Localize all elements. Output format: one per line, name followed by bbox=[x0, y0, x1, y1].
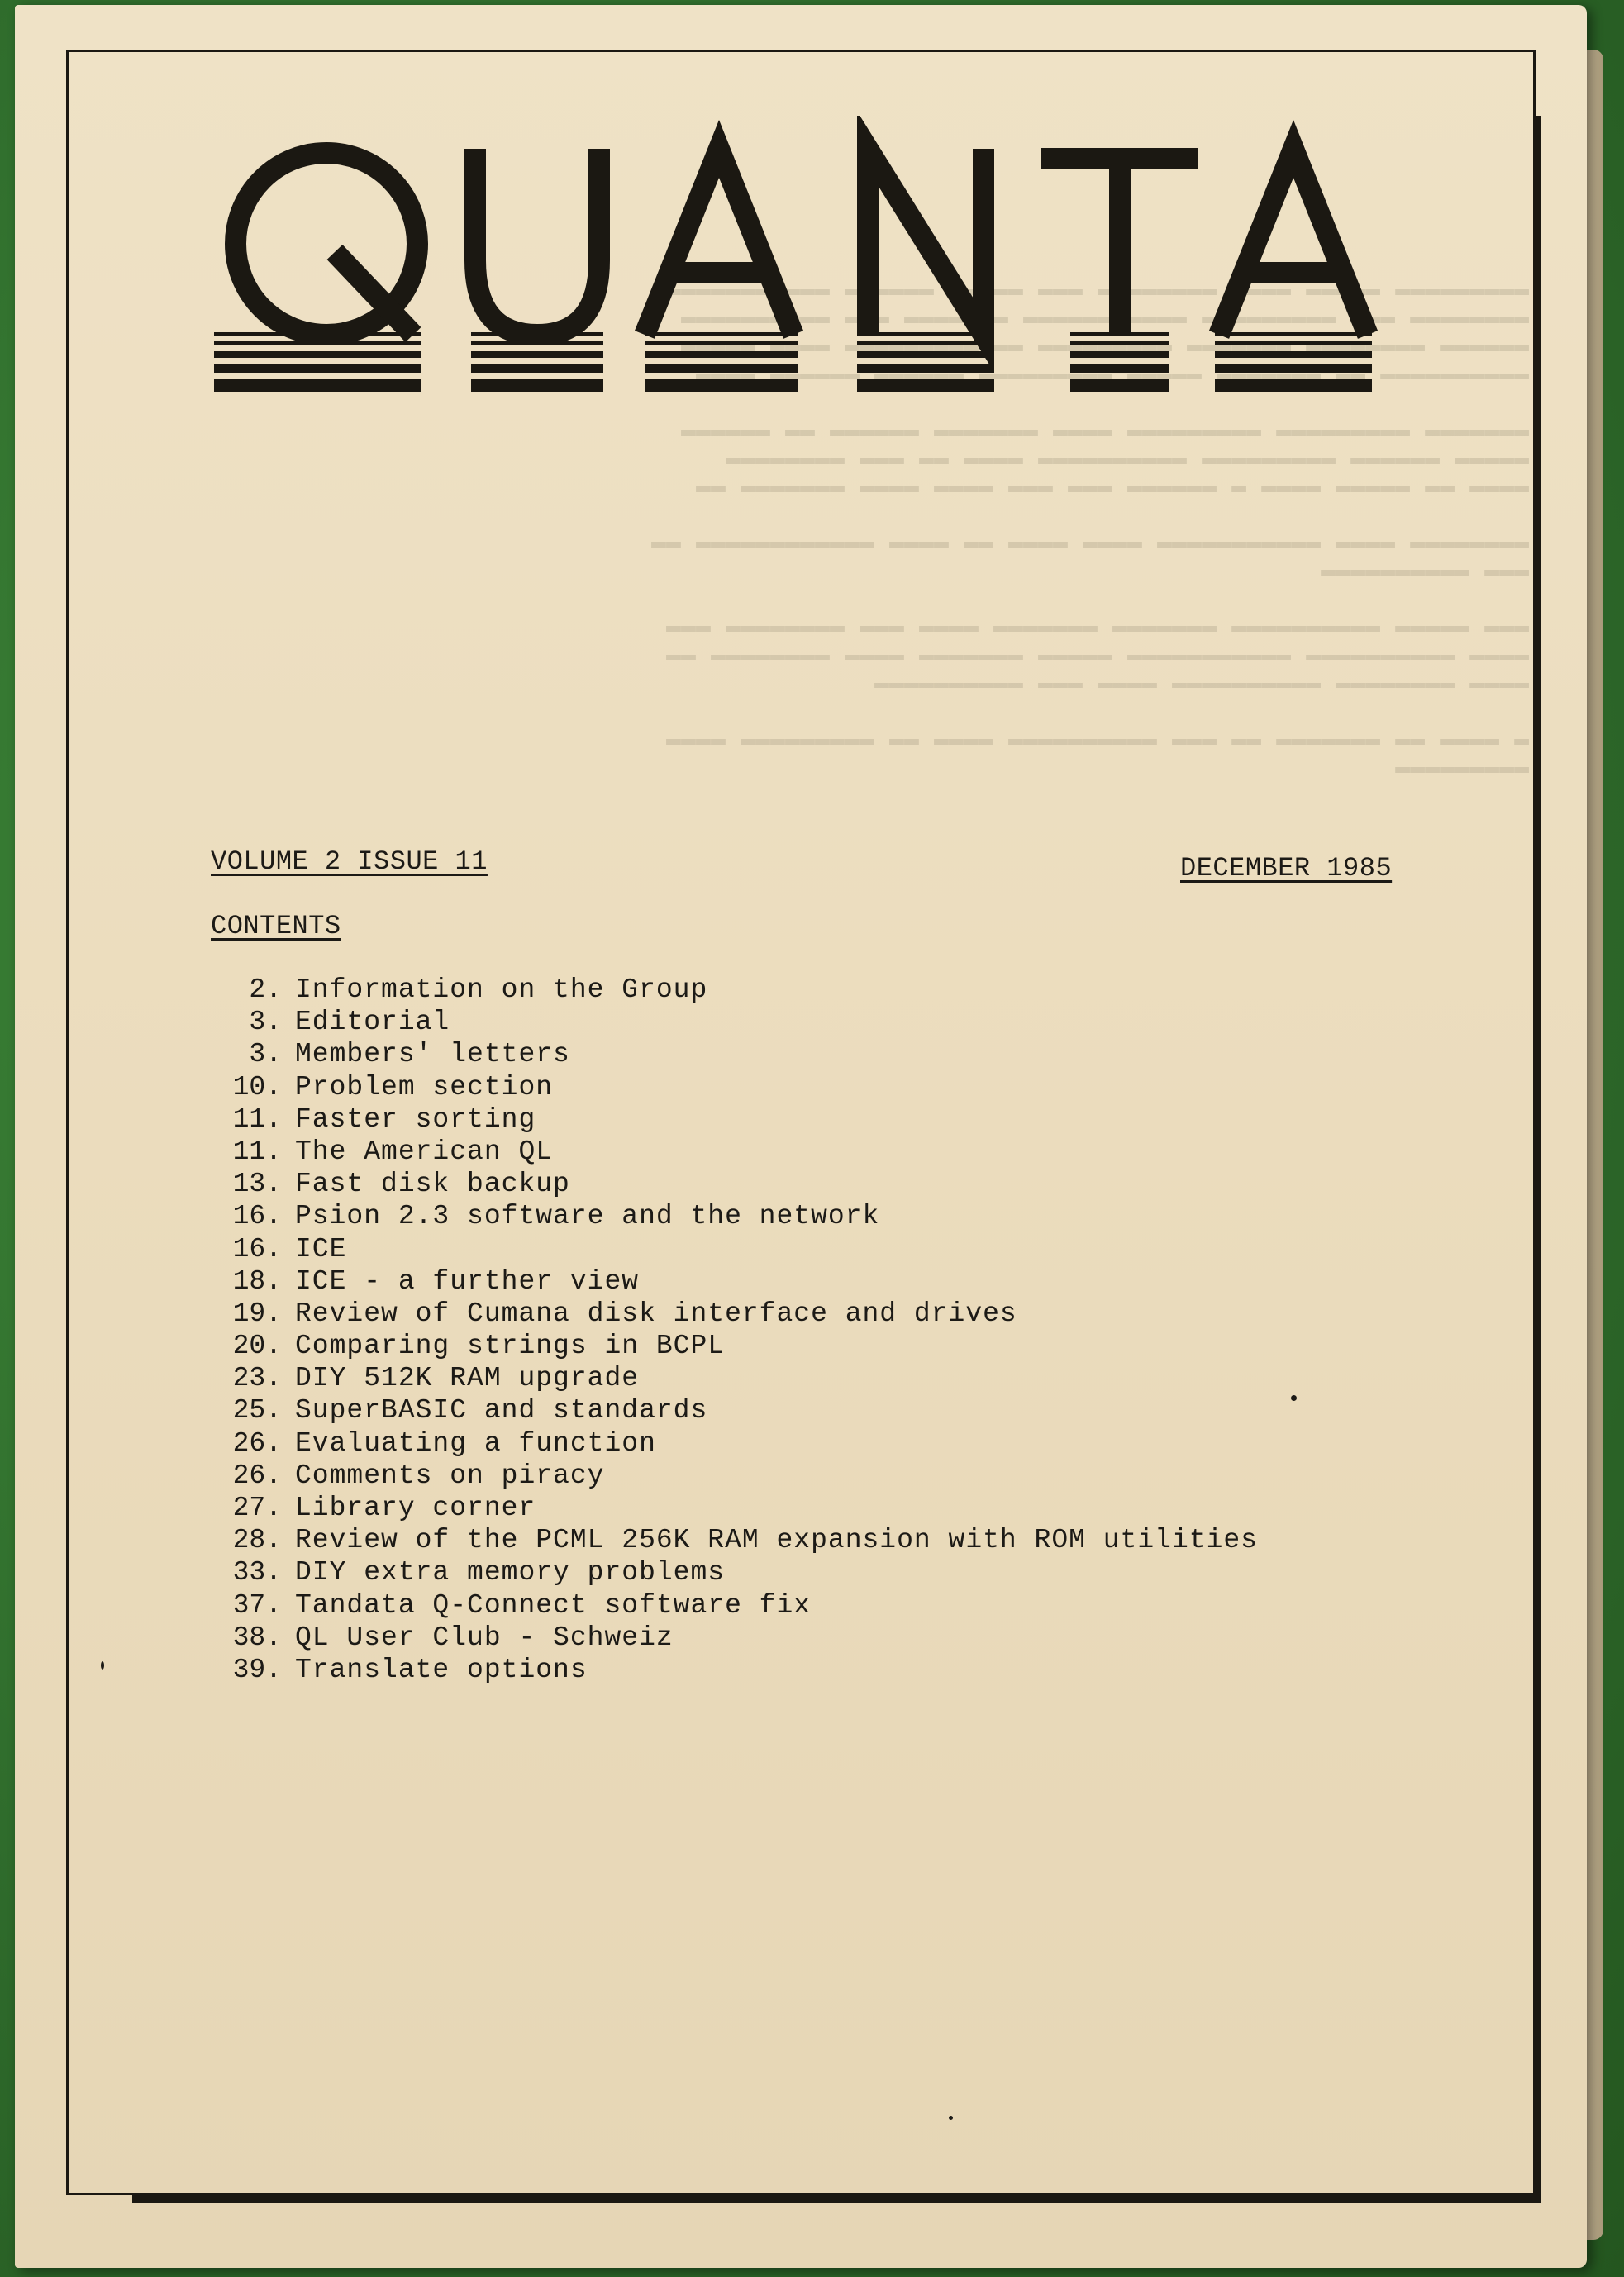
contents-title: Review of the PCML 256K RAM expansion with ROM utilities bbox=[295, 1525, 1258, 1556]
contents-item bbox=[202, 1589, 1258, 1622]
ink-speck bbox=[1291, 1395, 1297, 1401]
contents-item bbox=[202, 1622, 1258, 1654]
contents-title: Problem section bbox=[295, 1071, 554, 1103]
contents-page-number: 19. bbox=[232, 1298, 282, 1329]
contents-title: Editorial bbox=[295, 1007, 450, 1038]
contents-item bbox=[202, 1394, 1258, 1427]
contents-item bbox=[202, 1265, 1258, 1298]
contents-page-number: 16. bbox=[232, 1201, 282, 1232]
contents-item bbox=[202, 1460, 1258, 1492]
contents-item bbox=[202, 1038, 1258, 1070]
contents-item bbox=[202, 1136, 1258, 1168]
contents-page-number: 38. bbox=[232, 1622, 282, 1653]
contents-page-number: 11. bbox=[232, 1136, 282, 1167]
frame-shadow-right bbox=[1534, 116, 1541, 2203]
contents-title: Psion 2.3 software and the network bbox=[295, 1201, 880, 1232]
contents-page-number: 11. bbox=[232, 1103, 282, 1135]
contents-item bbox=[202, 1556, 1258, 1589]
contents-item bbox=[202, 1103, 1258, 1136]
contents-page-number: 33. bbox=[232, 1557, 282, 1589]
contents-item bbox=[202, 1233, 1258, 1265]
contents-page-number: 25. bbox=[232, 1395, 282, 1427]
quanta-logo bbox=[211, 116, 1405, 446]
contents-item bbox=[202, 1071, 1258, 1103]
issue-date: DECEMBER 1985 bbox=[1180, 853, 1393, 884]
contents-title: ICE - a further view bbox=[295, 1265, 640, 1297]
contents-item bbox=[202, 1427, 1258, 1460]
contents-item bbox=[202, 1298, 1258, 1330]
contents-item bbox=[202, 1654, 1258, 1686]
contents-page-number: 27. bbox=[232, 1493, 282, 1523]
contents-title: QL User Club - Schweiz bbox=[295, 1622, 674, 1653]
contents-heading: CONTENTS bbox=[211, 911, 341, 941]
contents-item bbox=[202, 1168, 1258, 1200]
contents-item bbox=[202, 1200, 1258, 1232]
contents-item bbox=[202, 1006, 1258, 1038]
contents-title: Members' letters bbox=[295, 1039, 570, 1070]
contents-title: DIY extra memory problems bbox=[295, 1557, 726, 1589]
contents-page-number: 20. bbox=[232, 1331, 282, 1362]
contents-list bbox=[202, 974, 1258, 1686]
contents-title: SuperBASIC and standards bbox=[295, 1395, 708, 1427]
contents-title: Evaluating a function bbox=[295, 1427, 656, 1459]
contents-page-number: 10. bbox=[232, 1071, 282, 1103]
contents-page-number: 39. bbox=[232, 1654, 282, 1685]
ink-speck bbox=[949, 2116, 953, 2120]
contents-title: Comparing strings in BCPL bbox=[295, 1331, 726, 1362]
frame-shadow-bottom bbox=[132, 2195, 1541, 2203]
contents-item bbox=[202, 1492, 1258, 1524]
ink-speck bbox=[101, 1661, 104, 1670]
contents-page-number: 2. bbox=[249, 974, 282, 1005]
contents-title: The American QL bbox=[295, 1136, 554, 1167]
contents-title: Fast disk backup bbox=[295, 1169, 570, 1200]
contents-page-number: 26. bbox=[232, 1427, 282, 1459]
contents-page-number: 28. bbox=[232, 1525, 282, 1556]
contents-page-number: 13. bbox=[232, 1169, 282, 1200]
contents-title: Comments on piracy bbox=[295, 1460, 605, 1491]
contents-page-number: 26. bbox=[232, 1460, 282, 1491]
contents-title: Information on the Group bbox=[295, 974, 708, 1005]
contents-title: Translate options bbox=[295, 1654, 588, 1685]
contents-title: ICE bbox=[295, 1233, 347, 1265]
contents-page-number: 3. bbox=[249, 1007, 282, 1038]
volume-issue: VOLUME 2 ISSUE 11 bbox=[211, 846, 488, 877]
contents-item bbox=[202, 974, 1258, 1006]
contents-page-number: 37. bbox=[232, 1589, 282, 1621]
contents-page-number: 3. bbox=[249, 1039, 282, 1070]
contents-title: DIY 512K RAM upgrade bbox=[295, 1363, 640, 1394]
contents-page-number: 18. bbox=[232, 1265, 282, 1297]
contents-title: Library corner bbox=[295, 1493, 536, 1523]
contents-item bbox=[202, 1524, 1258, 1556]
contents-title: Faster sorting bbox=[295, 1103, 536, 1135]
contents-title: Review of Cumana disk interface and drives bbox=[295, 1298, 1017, 1329]
contents-page-number: 16. bbox=[232, 1233, 282, 1265]
contents-title: Tandata Q-Connect software fix bbox=[295, 1589, 812, 1621]
contents-item bbox=[202, 1330, 1258, 1362]
contents-page-number: 23. bbox=[232, 1363, 282, 1394]
contents-item bbox=[202, 1362, 1258, 1394]
